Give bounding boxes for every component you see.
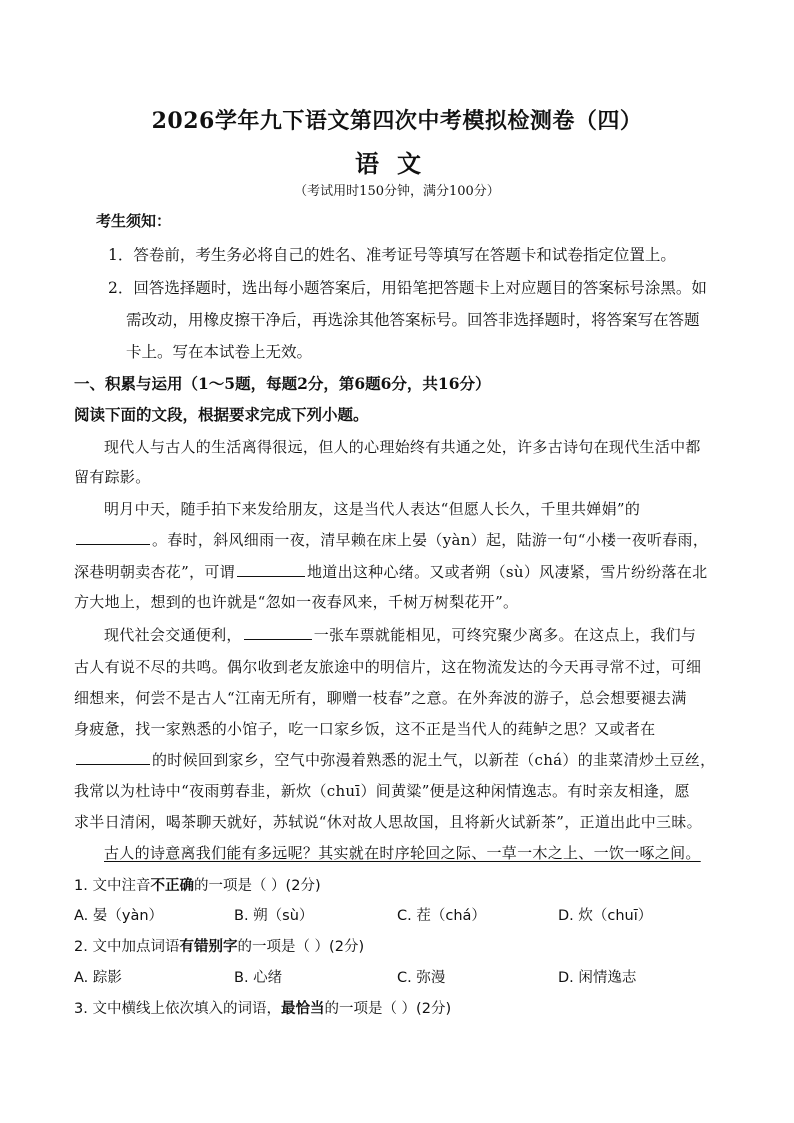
question-text: 1. 文中注音: [74, 878, 151, 894]
fill-blank: [76, 530, 150, 545]
question-1-option-d[interactable]: D. 炊（chuī）: [558, 908, 653, 924]
notice-item-2-cont: 需改动，用橡皮擦干净后，再选涂其他答案标号。回答非选择题时，将答案写在答题: [126, 311, 700, 329]
passage-line: 求半日清闲，喝茶聊天就好，苏轼说“休对故人思故国，且将新火试新茶”，正道出此中三昧。: [74, 813, 702, 831]
section-heading: 一、积累与运用（1～5题，每题2分，第6题6分，共16分）: [74, 374, 491, 393]
question-text: 的一项是（ ）(2分): [324, 1001, 452, 1017]
notice-item-1: 1．答卷前，考生务必将自己的姓名、准考证号等填写在答题卡和试卷指定位置上。: [108, 246, 676, 264]
question-2-option-a[interactable]: A. 踪影: [74, 970, 122, 986]
notice-item-2-cont: 卡上。写在本试卷上无效。: [126, 343, 313, 361]
passage-line: 古人有说不尽的共鸣。偶尔收到老友旅途中的明信片，这在物流发达的今天再寻常不过，可细: [74, 658, 702, 676]
reading-instruction: 阅读下面的文段，根据要求完成下列小题。: [74, 405, 369, 424]
question-1-stem: [74, 874, 321, 895]
passage-line: 细想来，何尝不是古人“江南无所有，聊赠一枝春”之意。在外奔波的游子，总会想要褪去满: [74, 689, 687, 707]
notice-heading: 考生须知：: [96, 212, 172, 230]
passage-line: 方大地上，想到的也许就是“忽如一夜春风来，千树万树梨花开”。: [74, 593, 519, 611]
question-text: 2. 文中加点词语: [74, 939, 180, 955]
passage-line: [74, 529, 708, 550]
fill-blank: [76, 750, 150, 765]
subject-heading: 语文: [355, 149, 439, 178]
exam-title: 2026学年九下语文第四次中考模拟检测卷（四）: [151, 108, 643, 134]
passage-line: 身疲惫，找一家熟悉的小馆子，吃一口家乡饭，这不正是当代人的莼鲈之思？又或者在: [74, 720, 656, 738]
passage-text: 一张车票就能相见，可终究聚少离多。在这点上，我们与: [313, 626, 697, 644]
fill-blank: [244, 625, 312, 640]
notice-item-2: 2．回答选择题时，选出每小题答案后，用铅笔把答题卡上对应题目的答案标号涂黑。如: [108, 279, 707, 297]
passage-line: 明月中天，随手拍下来发给朋友，这是当代人表达“但愿人长久，千里共婵娟”的: [104, 500, 641, 518]
passage-line: [74, 561, 707, 582]
passage-text: 的时候回到家乡，空气中弥漫着熟悉的泥土气，以新茬（chá）的韭菜清炒土豆丝，: [152, 751, 716, 769]
question-emphasis: 有错别字: [179, 939, 238, 955]
passage-line: [104, 624, 696, 645]
question-emphasis: 不正确: [150, 878, 194, 894]
question-2-option-d[interactable]: D. 闲情逸志: [558, 970, 637, 986]
passage-line: [74, 749, 715, 770]
passage-text: 地道出这种心绪。又或者朔（sù）风凄紧，雪片纷纷落在北: [306, 563, 708, 581]
question-1-option-a[interactable]: A. 晏（yàn）: [74, 908, 164, 924]
passage-text: 现代社会交通便利，: [104, 626, 242, 644]
question-text: 的一项是（ ）(2分): [193, 878, 321, 894]
passage-line: 我常以为杜诗中“夜雨剪春韭，新炊（chuī）间黄粱”便是这种闲情逸志。有时亲友相逢，愿: [74, 782, 690, 800]
fill-blank: [237, 562, 305, 577]
question-2-option-c[interactable]: C. 弥漫: [397, 970, 446, 986]
question-text: 的一项是（ ）(2分): [237, 939, 365, 955]
question-3-stem: [74, 997, 451, 1018]
question-1-option-c[interactable]: C. 茬（chá）: [397, 908, 486, 924]
passage-text: 。春时，斜风细雨一夜，清早赖在床上晏（yàn）起，陆游一句“小楼一夜听春雨，: [152, 531, 709, 549]
question-2-stem: [74, 935, 364, 956]
question-text: 3. 文中横线上依次填入的词语，: [74, 1001, 281, 1017]
question-2-option-b[interactable]: B. 心绪: [234, 970, 283, 986]
passage-text: 深巷明朝卖杏花”，可谓: [74, 563, 235, 581]
passage-line: 留有踪影。: [74, 468, 151, 486]
passage-line: 现代人与古人的生活离得很远，但人的心理始终有共通之处，许多古诗句在现代生活中都: [104, 438, 701, 456]
passage-underlined-line: 古人的诗意离我们能有多远呢？其实就在时序轮回之际、一草一木之上、一饮一啄之间。: [104, 844, 701, 862]
question-emphasis: 最恰当: [280, 1001, 325, 1017]
exam-time-info: （考试用时150分钟，满分100分）: [294, 184, 500, 199]
question-1-option-b[interactable]: B. 朔（sù）: [234, 908, 314, 924]
